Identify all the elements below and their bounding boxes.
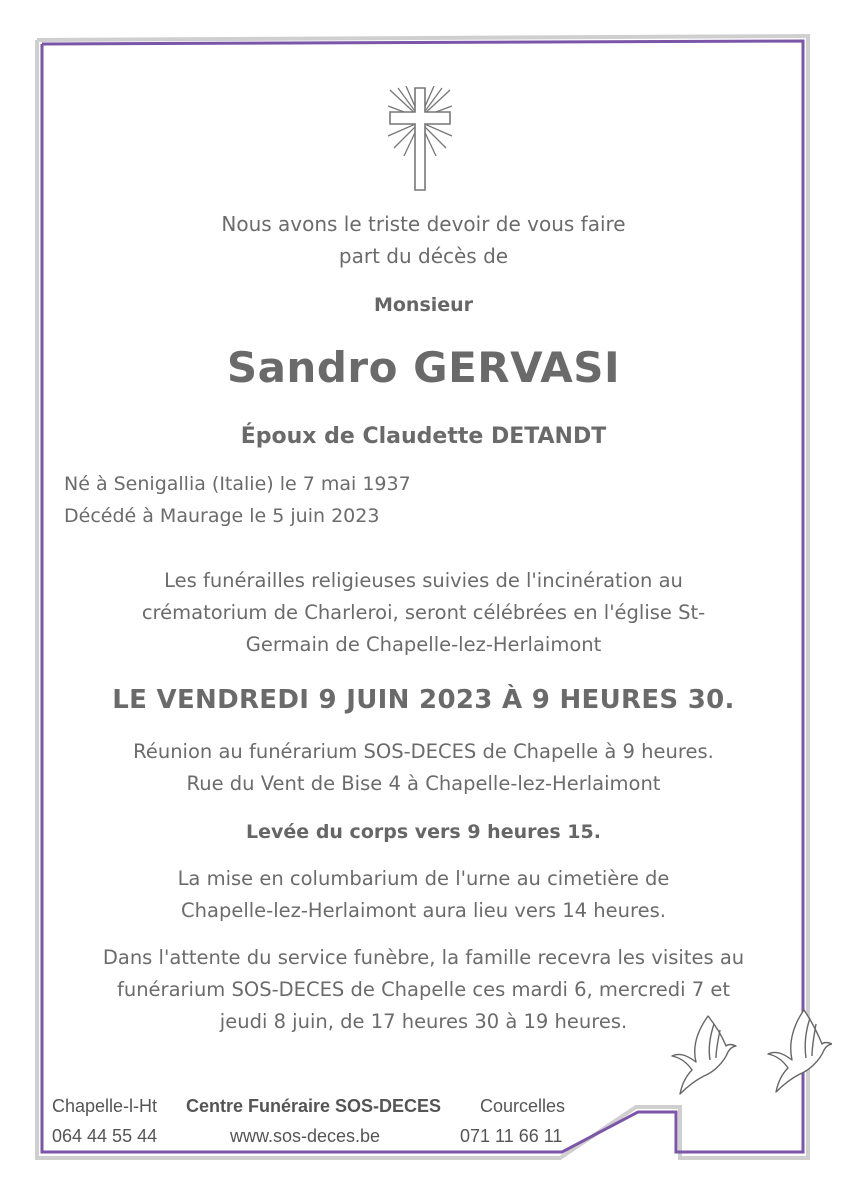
visits-line-1: Dans l'attente du service funèbre, la famille recevra les visites au <box>102 946 745 969</box>
death-line: Décédé à Maurage le 5 juin 2023 <box>64 505 380 527</box>
funeral-line-1: Les funérailles religieuses suivies de l'incinération au <box>164 569 683 592</box>
dove-icon <box>762 1006 832 1098</box>
footer-website-link[interactable]: www.sos-deces.be <box>230 1126 381 1146</box>
intro-text <box>40 208 807 272</box>
columbarium-paragraph <box>40 863 807 927</box>
funeral-paragraph <box>40 565 807 661</box>
meeting-line-1: Réunion au funérarium SOS-DECES de Chapelle à 9 heures. <box>133 740 714 763</box>
visits-line-2: funérarium SOS-DECES de Chapelle ces mardi 6, mercredi 7 et <box>116 978 731 1001</box>
footer-left-phone: 064 44 55 44 <box>52 1126 158 1146</box>
birth-line: Né à Senigallia (Italie) le 7 mai 1937 <box>64 473 411 495</box>
dove-icon <box>668 1010 738 1100</box>
footer-center-name: Centre Funéraire SOS-DECES <box>186 1096 442 1116</box>
meeting-line-2: Rue du Vent de Bise 4 à Chapelle-lez-Herlaimont <box>186 772 661 795</box>
spouse-line: Époux de Claudette DETANDT <box>240 424 607 449</box>
intro-line-2: part du décès de <box>338 244 509 268</box>
funeral-line-2: crématorium de Charleroi, seront célébrées en l'église St- <box>141 601 706 624</box>
funeral-line-3: Germain de Chapelle-lez-Herlaimont <box>245 633 602 656</box>
honorific: Monsieur <box>373 294 474 316</box>
footer-right-city: Courcelles <box>480 1096 566 1116</box>
meeting-paragraph <box>40 736 807 800</box>
ceremony-date: LE VENDREDI 9 JUIN 2023 À 9 HEURES 30. <box>112 685 735 715</box>
columbarium-line-2: Chapelle-lez-Herlaimont aura lieu vers 14 heures. <box>181 899 666 922</box>
footer-right-phone: 071 11 66 11 <box>460 1126 563 1146</box>
radiant-cross-icon <box>384 86 456 192</box>
deceased-name: Sandro GERVASI <box>226 343 621 392</box>
visits-line-3: jeudi 8 juin, de 17 heures 30 à 19 heures. <box>219 1010 628 1033</box>
columbarium-line-1: La mise en columbarium de l'urne au cimetière de <box>177 867 670 890</box>
life-dates <box>64 468 411 532</box>
footer-left-city: Chapelle-l-Ht <box>52 1096 158 1116</box>
intro-line-1: Nous avons le triste devoir de vous faire <box>221 212 626 236</box>
levee-line: Levée du corps vers 9 heures 15. <box>246 821 601 843</box>
